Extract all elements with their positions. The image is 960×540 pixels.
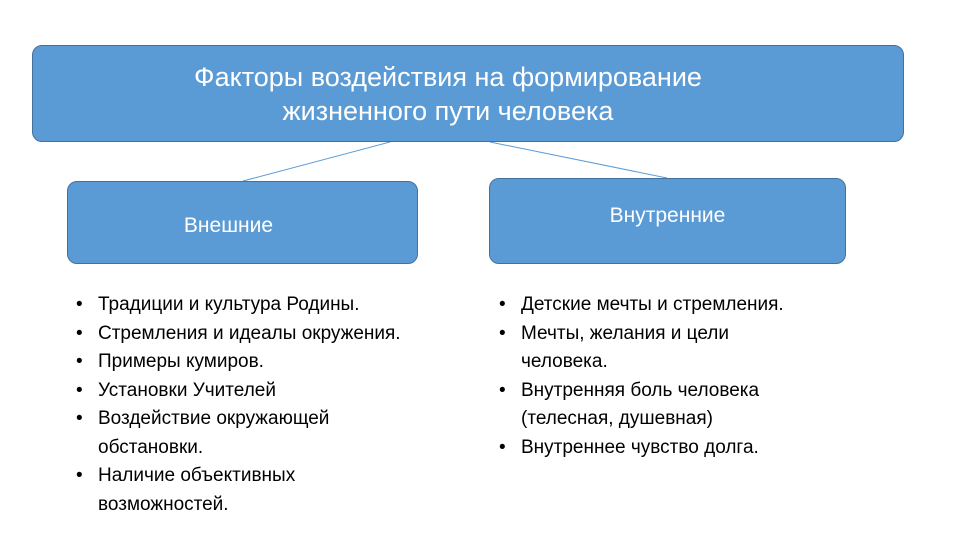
list-item: • Детские мечты и стремления. [497,291,857,320]
list-item: • Установки Учителей [74,377,464,406]
internal-factors-label: Внутренние [609,204,726,227]
list-item: • Стремления и идеалы окружения. [74,320,464,349]
external-factors-label: Внешние [183,213,274,237]
connector-left [243,142,390,181]
list-item: • Мечты, желания и цели человека. [497,320,801,377]
list-item: • Воздействие окружающей обстановки. [74,405,408,462]
internal-factors-list [497,291,857,462]
list-item: • Примеры кумиров. [74,348,464,377]
external-factors-list [74,291,464,519]
list-item: • Внутреннее чувство долга. [497,434,857,463]
internal-factors-box [489,178,846,264]
title-line-2: жизненного пути человека [282,95,614,126]
list-item: • Наличие объективных возможностей. [74,462,358,519]
list-item: • Внутренняя боль человека (телесная, душевная) [497,377,841,434]
external-factors-box [67,181,418,264]
connector-right [490,142,667,178]
title-line-1: Факторы воздействия на формирование [194,61,702,92]
list-item: • Традиции и культура Родины. [74,291,464,320]
title-box [32,45,904,142]
title-text [194,60,702,128]
